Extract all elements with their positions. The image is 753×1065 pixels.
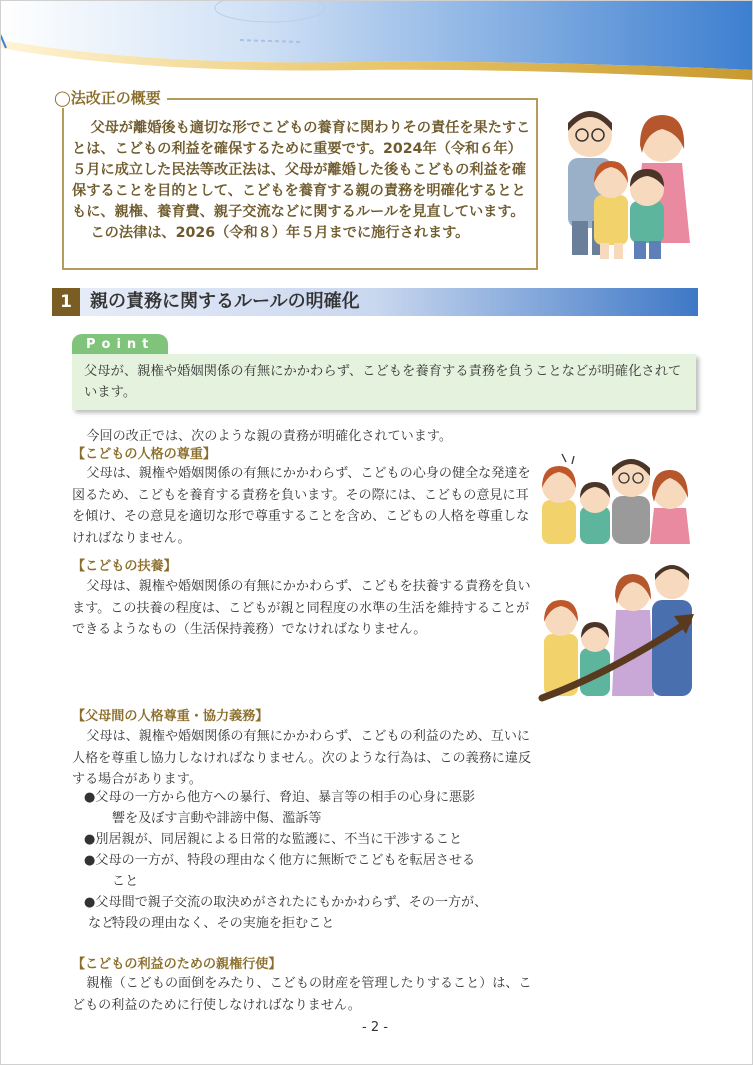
bullet-line-continued: こと bbox=[112, 874, 139, 889]
parental-authority-heading: 【こどもの利益のための親権行使】 bbox=[72, 957, 282, 972]
parental-authority-body: 親権（こどもの面倒をみたり、こどもの財産を管理したりすること）は、こどもの利益のために行使しなければなりません。 bbox=[72, 976, 532, 1013]
section-title: 親の責務に関するルールの明確化 bbox=[90, 291, 360, 312]
cooperation-body: 父母は、親権や婚姻関係の有無にかかわらず、こどもの利益のため、互いに人格を尊重し協力しなければなりません。次のような行為は、この義務に違反する場合があります。 bbox=[72, 729, 532, 787]
bullet-line: ●父母間で親子交流の取決めがされたにもかかわらず、その一方が、 bbox=[84, 895, 488, 910]
bullet-line-continued: 響を及ぼす言動や誹謗中傷、濫訴等 bbox=[112, 811, 322, 826]
respect-heading: 【こどもの人格の尊重】 bbox=[72, 447, 217, 462]
cooperation-heading: 【父母間の人格尊重・協力義務】 bbox=[72, 709, 269, 724]
page-number: - 2 - bbox=[362, 1020, 388, 1035]
family-listening-illustration bbox=[538, 448, 690, 544]
overview-paragraph: 父母が離婚後も適切な形でこどもの養育に関わりその責任を果たすことは、こどもの利益を確保するために重要です。2024年（令和６年）５月に成立した民法等改正法は、父母が離婚した後もこどもの利益を確保することを目的として、こどもを養育する親の責務を明確化するとともに、親権、養育費、親子交流などに関するルールを見直しています。 bbox=[72, 120, 531, 220]
family-growth-arrow-illustration bbox=[538, 564, 696, 704]
support-heading: 【こどもの扶養】 bbox=[72, 559, 177, 574]
overview-title: ◯法改正の概要 bbox=[52, 88, 167, 108]
support-body: 父母は、親権や婚姻関係の有無にかかわらず、こどもを扶養する責務を負います。この扶養の程度は、こどもが親と同程度の水準の生活を維持することができるようなもの（生活保持義務）でなければなりません。 bbox=[72, 579, 531, 637]
section-number: 1 bbox=[52, 288, 80, 316]
overview-paragraph-effective-date: この法律は、2026（令和８）年５月までに施行されます。 bbox=[90, 225, 470, 241]
overview-body bbox=[72, 118, 532, 244]
point-label: Point bbox=[72, 334, 168, 356]
cooperation-bullet bbox=[84, 787, 534, 829]
bullet-line: ●別居親が、同居親による日常的な監護に、不当に干渉すること bbox=[84, 832, 463, 847]
bullet-line-continued: 特段の理由なく、その実施を拒むこと bbox=[112, 916, 335, 931]
point-text: 父母が、親権や婚姻関係の有無にかかわらず、こどもを養育する責務を負うことなどが明確化されています。 bbox=[84, 364, 682, 400]
intro-text: 今回の改正では、次のような親の責務が明確化されています。 bbox=[86, 429, 452, 444]
cooperation-bullet bbox=[84, 850, 534, 892]
bullet-line: ●父母の一方が、特段の理由なく他方に無断でこどもを転居させる bbox=[84, 853, 476, 868]
respect-body: 父母は、親権や婚姻関係の有無にかかわらず、こどもの心身の健全な発達を図るため、こどもを養育する責務を負います。その際には、こどもの意見に耳を傾け、その意見を適切な形で尊重することを含め、こどもの人格を尊重しなければなりません。 bbox=[72, 466, 531, 546]
family-illustration bbox=[558, 103, 698, 263]
bullet-line: ●父母の一方から他方への暴行、脅迫、暴言等の相手の心身に悪影 bbox=[84, 790, 476, 805]
cooperation-etc: など bbox=[88, 916, 115, 931]
cooperation-bullet bbox=[84, 829, 534, 850]
header-wave-decoration bbox=[0, 0, 753, 92]
cooperation-bullet bbox=[84, 892, 534, 934]
